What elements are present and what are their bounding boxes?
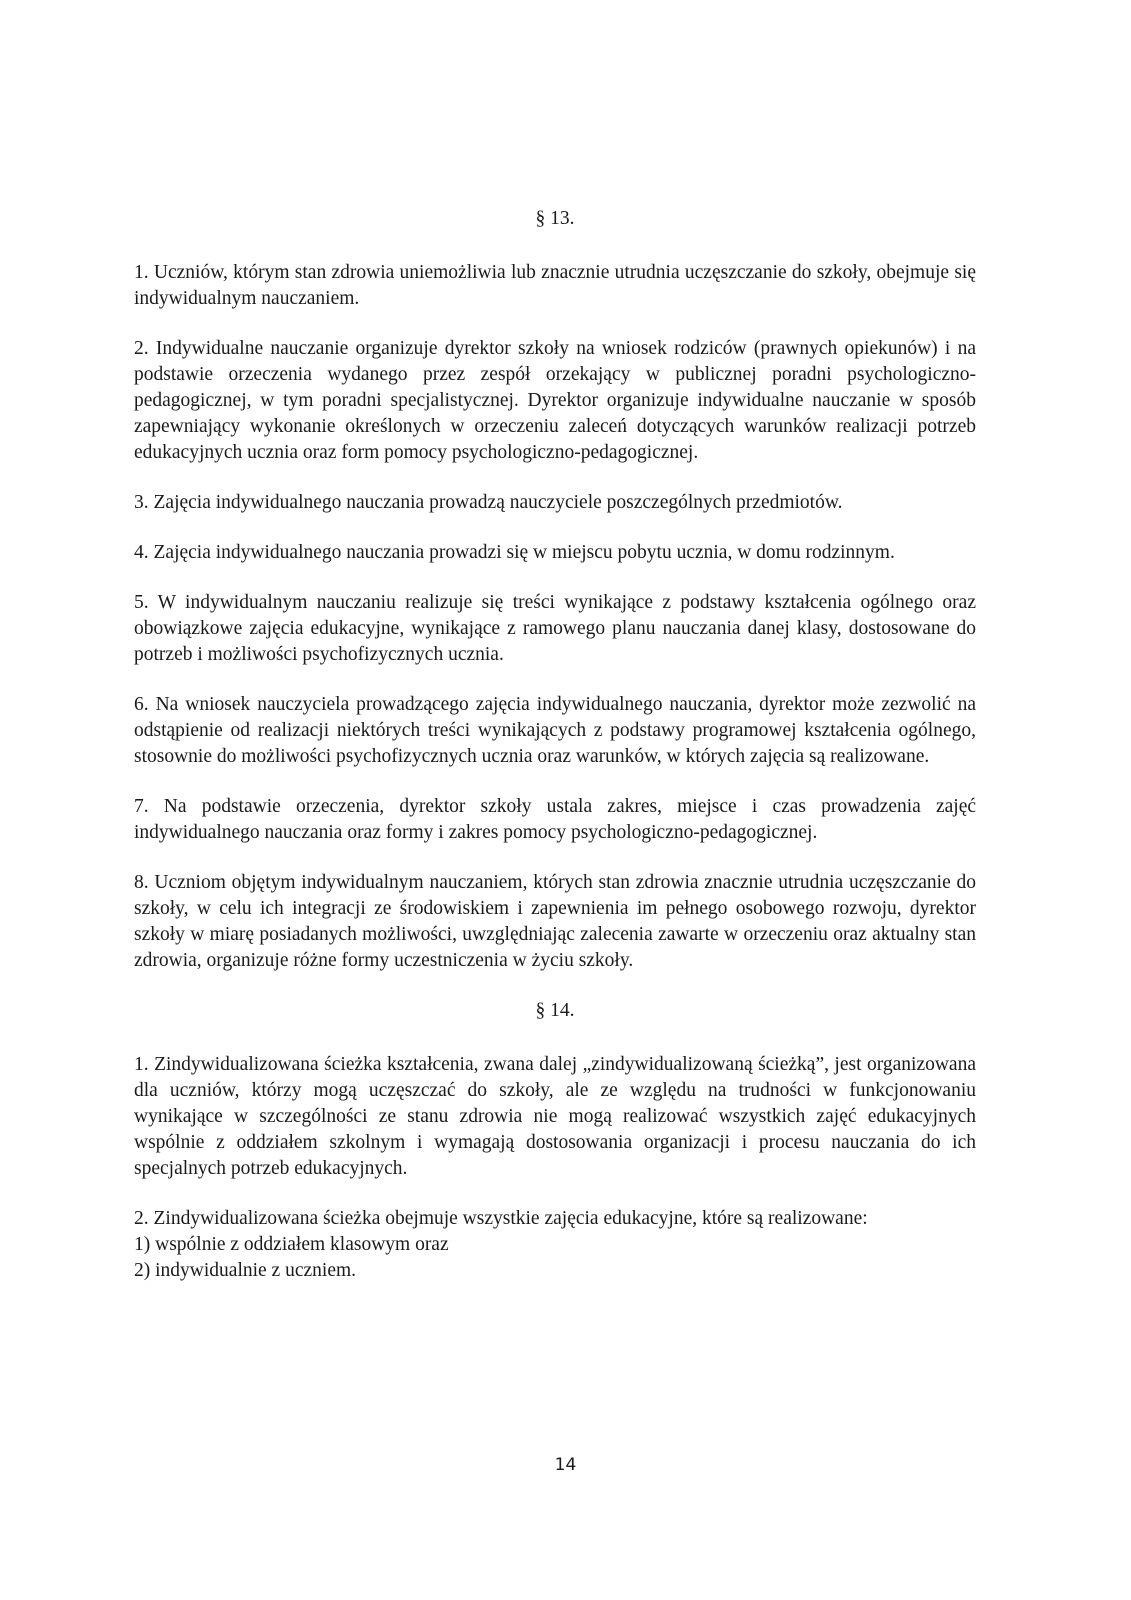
page-number: 14 [554,1455,577,1475]
section-heading-13: § 13. [535,208,575,229]
list-item-14-2-2: 2) indywidualnie z uczniem. [134,1260,357,1281]
paragraph-14-2: 2. Zindywidualizowana ścieżka obejmuje wszystkie zajęcia edukacyjne, które są realizowane: [134,1208,868,1229]
paragraph-13-8: 8. Uczniom objętym indywidualnym nauczaniem, których stan zdrowia znacznie utrudnia uczęszczanie do szkoły, w celu ich integracji ze środowiskiem i zapewnienia im pełnego osobowego rozwoju, dyrektor szkoły w miarę posiadanych możliwości, uwzględniając zalecenia zawarte w orzeczeniu oraz aktualny stan zdrowia, organizuje różne formy uczestniczenia w życiu szkoły. [134,872,976,971]
paragraph-13-3: 3. Zajęcia indywidualnego nauczania prowadzą nauczyciele poszczególnych przedmiotów. [134,492,843,513]
section-heading-14: § 14. [535,1000,575,1021]
paragraph-14-1: 1. Zindywidualizowana ścieżka kształcenia, zwana dalej „zindywidualizowaną ścieżką”, jest organizowana dla uczniów, którzy mogą uczęszczać do szkoły, ale ze względu na trudności w funkcjonowaniu wynikające w szczególności ze stanu zdrowia nie mogą realizować wszystkich zajęć edukacyjnych wspólnie z oddziałem szkolnym i wymagają dostosowania organizacji i procesu nauczania do ich specjalnych potrzeb edukacyjnych. [134,1054,976,1179]
paragraph-13-4: 4. Zajęcia indywidualnego nauczania prowadzi się w miejscu pobytu ucznia, w domu rodzinnym. [134,542,895,563]
paragraph-13-7: 7. Na podstawie orzeczenia, dyrektor szkoły ustala zakres, miejsce i czas prowadzenia zajęć indywidualnego nauczania oraz formy i zakres pomocy psychologiczno-pedagogicznej. [134,796,976,843]
paragraph-13-2: 2. Indywidualne nauczanie organizuje dyrektor szkoły na wniosek rodziców (prawnych opiekunów) i na podstawie orzeczenia wydanego przez zespół orzekający w publicznej poradni psychologiczno-pedagogicznej, w tym poradni specjalistycznej. Dyrektor organizuje indywidualne nauczanie w sposób zapewniający wykonanie określonych w orzeczeniu zaleceń dotyczących warunków realizacji potrzeb edukacyjnych ucznia oraz form pomocy psychologiczno-pedagogicznej. [134,338,976,463]
list-item-14-2-1: 1) wspólnie z oddziałem klasowym oraz [134,1234,449,1255]
paragraph-13-5: 5. W indywidualnym nauczaniu realizuje się treści wynikające z podstawy kształcenia ogólnego oraz obowiązkowe zajęcia edukacyjne, wynikające z ramowego planu nauczania danej klasy, dostosowane do potrzeb i możliwości psychofizycznych ucznia. [134,592,976,665]
paragraph-13-1: 1. Uczniów, którym stan zdrowia uniemożliwia lub znacznie utrudnia uczęszczanie do szkoły, obejmuje się indywidualnym nauczaniem. [134,262,976,309]
paragraph-13-6: 6. Na wniosek nauczyciela prowadzącego zajęcia indywidualnego nauczania, dyrektor może zezwolić na odstąpienie od realizacji niektórych treści wynikających z podstawy programowej kształcenia ogólnego, stosownie do możliwości psychofizycznych ucznia oraz warunków, w których zajęcia są realizowane. [134,694,976,767]
document-body [134,206,976,1284]
